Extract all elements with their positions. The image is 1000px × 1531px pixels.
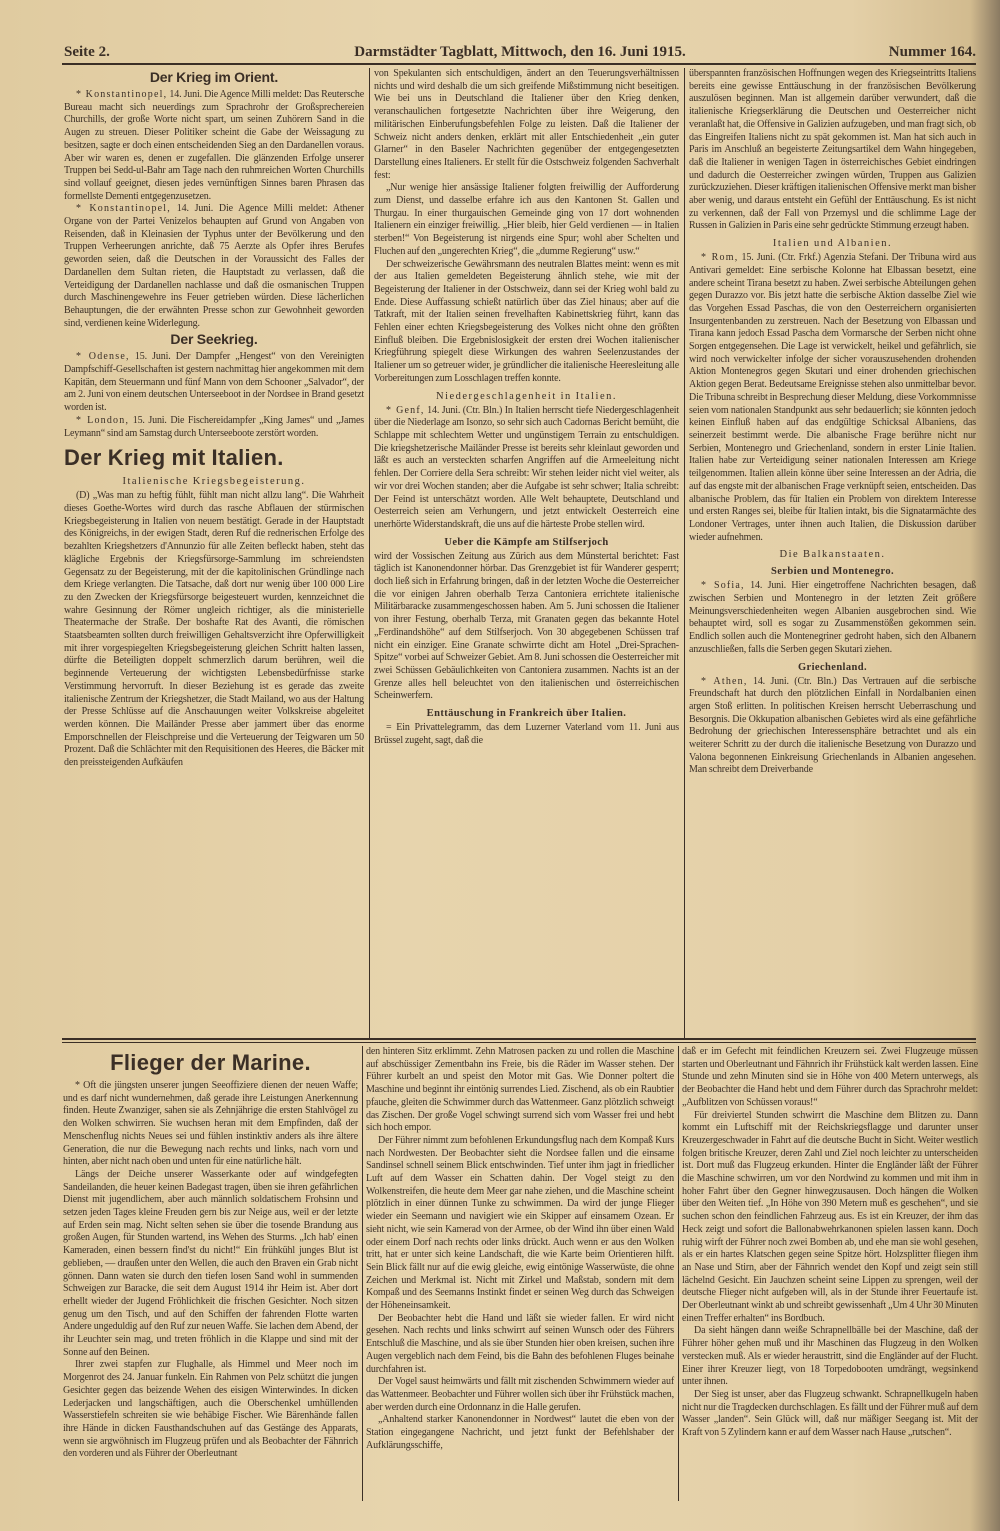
- section-headline: Der Krieg mit Italien.: [64, 445, 284, 471]
- article-paragraph: [689, 68, 976, 233]
- page-number: Seite 2.: [64, 44, 110, 60]
- paragraph-text: von Spekulanten sich entschuldigen, ändert an den Teuerungsverhältnissen nichts und wird deshalb die um sich greifende Mißstimmung nicht beseitigen. Wie bei uns in Deutschland die Italiener über den Krieg denken, veranschaulichen fortgesetzte Nachrichten über ihre Weigerung, den militärischen Einberufungsbefehlen Folge zu leisten. Daß die Italiener der Schweiz nicht anders denken, erklärt mit aller Entschiedenheit „ein guter Glarner“ in den Baseler Nachrichten gegenüber der entgegengesetzten Darstellung eines Italieners. Er stellt für die Ostschweiz folgenden Sachverhalt fest:: [374, 68, 679, 181]
- article-paragraph: [64, 490, 364, 769]
- paragraph-text: 14. Juni. (Ctr. Bln.) Das Vertrauen auf die serbische Freundschaft hat durch den plötzlichen Einfall in Nordalbanien einen argen Stoß erlitten. In politischen Kreisen herrscht Ueberraschung und Besorgnis. Die Okkupation albanischen Gebietes wird als eine gefährliche Bedrohung der griechischen Interessensphäre betrachtet und als ein weiterer Schritt zu der durch die italienische Besetzung von Durazzo und Valona begonnenen Einkreisung Griechenlands in Albanien angesehen. Man schreibt dem Dreiverbande: [689, 675, 977, 776]
- article-subheading: Die Balkanstaaten.: [779, 549, 886, 561]
- article-paragraph: [374, 259, 679, 386]
- paragraph-text: 15. Juni. (Ctr. Frkf.) Agenzia Stefani. Der Tribuna wird aus Antivari gemeldet: Eine serbische Kolonne hat Elbassan besetzt, eine andere scheint Tirana besetzt zu haben. Zwei serbische Abteilungen gehen gegen Durazzo vor. Bis jetzt hatte die serbische Aktion dasselbe Ziel wie das Vorgehen Essad Paschas, die von den Oesterreichern organisierten Insurgentenbanden zu zerstreuen. Nach der Besetzung von Elbassan und Tirana kann jedoch Essad Pascha dem Vormarsche der Serben nicht ohne Sorgen entgegensehen. Die Lage ist verwickelt, heikel und gefährlich, sie wird noch verwickelter infolge der sicher vorauszusehenden drohenden Aktion Montenegros gegen Skutari und einer drohenden griechischen Aktion gegen Berat. Bedeutsame Ereignisse stehen also unmittelbar bevor. Die Tribuna schreibt in Besprechung dieser Meldung, diese Vorkommnisse seien vom nationalen Standpunkt aus sehr bedauerlich; sie könnten jedoch keinen Einfluß haben auf das endgültige Schicksal Albaniens, das seinerzeit bestimmt werde. Die albanische Frage berühre nicht nur Serbien, Montenegro und Griechenland, sondern in erster Linie Italien. Italien habe zur Verteidigung seiner nationalen Interessen am Kriege teilgenommen. Italien allein könne über seine Interessen an der Adria, die auf das engste mit der albanischen Frage verknüpft seien, entscheiden. Das albanische Problem, das für Italien ein Problem von direktem Interesse und ersten Ranges sei, bleibe für Italien intakt, bis die Signatarmächte des Londoner Vertrages, unter ihnen auch Italien, die Diskussion darüber wieder aufnehmen.: [689, 252, 976, 543]
- article-subheading: Italien und Albanien.: [772, 238, 893, 250]
- dateline: * Rom,: [701, 252, 739, 264]
- column-divider: [684, 68, 685, 1038]
- article-paragraph: [63, 1359, 358, 1461]
- masthead: [64, 44, 976, 62]
- top-column-2: [374, 68, 679, 747]
- article-paragraph: [366, 1046, 674, 1135]
- article-paragraph: [689, 252, 976, 544]
- article-subheading: Ueber die Kämpfe am Stilfserjoch: [444, 536, 609, 548]
- paragraph-text: überspannten französischen Hoffnungen wegen des Kriegseintritts Italiens bereits eine gewisse Enttäuschung in der französischen Bevölkerung auszulösen beginnen. Man ist allgemein darüber verwundert, daß die italienische Kriegserklärung die Deutschen und Oesterreicher nicht veranlaßt hat, die Offensive in Galizien aufzugeben, und man fragt sich, ob das Eingreifen Italiens nicht zu spät gekommen ist. Man hat sich auch in Paris im Anschluß an begeisterte Zeitungsartikel dem Wahn hingegeben, daß die Italiener in wenigen Tagen in österreichisches Gebiet eindringen und dadurch die Oesterreicher zwingen würden, Truppen aus Galizien zurückzuziehen. Dieser kräftigen italienischen Offensive merkt man bisher aber wenig, und daraus entsteht ein Gefühl der Enttäuschung. Es ist nicht zu verkennen, daß der Fall von Przemysl und die schlimme Lage der Russen in Galizien in Paris eine sehr gedrückte Stimmung erzeugt haben.: [689, 68, 976, 232]
- paragraph-text: 15. Juni. Die Fischereidampfer „King James“ und „James Leymann“ sind am Samstag durch Unterseeboote zerstört worden.: [64, 414, 364, 439]
- paragraph-text: 14. Juni. Die Agence Milli meldet: Athener Organe von der Partei Venizelos behaupten auf Grund von Angaben von Reisenden, daß in Kleinasien der Typhus unter der Bevölkerung und den Truppen Verheerungen anrichte, daß 75 Aerzte als Opfer ihres Berufes geworden seien, daß die Deutschen in der Voraussicht des Falles der Dardanellen dem Sultan rieten, die Hauptstadt zu verlassen, daß die Verteidigung der Dardanellen nachlasse und daß die osmanischen Truppen durch Maschinengewehre ins Feuer getrieben würden. Diese lächerlichen Behauptungen, die der erwähnten Presse schon zur Gewohnheit geworden sind, verdienen keine Widerlegung.: [64, 203, 364, 329]
- article-paragraph: [374, 551, 679, 703]
- dateline: * Genf,: [386, 404, 425, 416]
- article-paragraph: [63, 1169, 358, 1360]
- paragraph-text: 14. Juni. (Ctr. Bln.) In Italien herrscht tiefe Niedergeschlagenheit über die Niederlage am Isonzo, so sehr sich auch Cadornas Bericht bemüht, die Schlappe mit schlechtem Wetter und ungünstigem Terrain zu entschuldigen. Die kriegshetzerische Mailänder Presse ist bereits sehr kleinlaut geworden und läßt es auch an versteckten scharfen Angriffen auf die Armeeleitung nicht fehlen. Der Corriere della Sera schreibt: Wir stehen leider nicht viel weiter, als wir vor drei Wochen standen; aber die Aufgabe ist sehr schwer; Italia schreibt: Der Feind ist unterschätzt worden. Alle Welt behauptete, Deutschland und Oesterreich seien am Verhungern, und jetzt entwickelt Oesterreich eine unerhörte Widerstandskraft, die uns auf die härteste Probe stellen wird.: [374, 404, 679, 530]
- section-headline: Flieger der Marine.: [110, 1050, 311, 1075]
- top-column-1: [64, 68, 364, 770]
- article-subheading: Italienische Kriegsbegeisterung.: [122, 476, 306, 488]
- paragraph-text: „Anhaltend starker Kanonendonner in Nordwest“ lautet die eben von der Station eingegangene Nachricht, und jetzt funkt der Befehlshaber der Aufklärungsschiffe,: [366, 1414, 674, 1451]
- article-paragraph: [682, 1046, 978, 1110]
- paragraph-text: 14. Juni. Hier eingetroffene Nachrichten besagen, daß zwischen Serbien und Montenegro in der letzten Zeit größere Meinungsverschiedenheiten wegen Albanien ausgebrochen sind. Wie behauptet wird, soll es sogar zu Zusammenstößen gekommen sein. Endlich sollen auch die Montenegriner gedroht haben, sich den Albanern anzuschließen, falls die Serben gegen Skutari ziehen.: [689, 580, 976, 655]
- paragraph-text: (D) „Was man zu heftig fühlt, fühlt man nicht allzu lang“. Die Wahrheit dieses Goethe-Wortes wird durch das rasche Abflauen der stürmischen Kriegsbegeisterung in Italien von neuem bestätigt. Gerade in der Hauptstadt des Königreichs, in der ewigen Stadt, deren Ruf die rednerischen Erfolge des bezahlten Kriegshetzers d'Annunzio für alle Zeiten befleckt haben, steht das klägliche Ergebnis der Kriegsfürsorge-Sammlung im schreiendsten Gegensatz zu der Begeisterung, mit der die kapitolinischen Gründlinge nach dem Kriege verlangten. Die Tatsache, daß dort nur wenig über 100 000 Lire zu den Zwecken der Kriegsfürsorge beigesteuert wurden, kennzeichnet die wahre Gesinnung der Römer ungleich richtiger, als die ministerielle Theatermache der Straße. Der boshafte Rat des Avanti, die römischen Staatsbeamten sollten durch freiwilligen Gehaltsverzicht ihre Opferwilligkeit mit ihrer vorgespiegelten Kriegsbegeisterung gleichen Schritt halten lassen, dürfte die Beteiligten doppelt schmerzlich darum berühren, weil die beginnende Verteuerung der wichtigsten Lebensbedürfnisse starke Verstimmung hervorruft. In dieser Beziehung ist es gerade das zweite italienische Zentrum der Kriegshetzer, die Stadt Mailand, wo aus der Haltung der Presse Schlüsse auf die Anschauungen weiter Volkskreise abgeleitet werden können. Die Mailänder Presse aber jammert über das enorme Emporschnellen der Fleischpreise und die Verteuerung der Teigwaren um 50 Prozent. Daß die Schlächter mit den Requisitionen des Heeres, die Bäcker mit den preissteigenden Aufkäufen: [64, 490, 364, 769]
- article-subheading: Niedergeschlagenheit in Italien.: [435, 390, 618, 402]
- newspaper-title-date: Darmstädter Tagblatt, Mittwoch, den 16. Juni 1915.: [354, 44, 686, 60]
- article-paragraph: [64, 351, 364, 415]
- article-paragraph: [682, 1389, 978, 1440]
- article-paragraph: [366, 1414, 674, 1452]
- dateline: * London,: [76, 414, 130, 426]
- paragraph-text: * Oft die jüngsten unserer jungen Seeoffiziere dienen der neuen Waffe; und es darf nicht wundernehmen, daß gerade ihre Leistungen Anerkennung finden. Heute Zwanziger, sahen sie als Zehnjährige die ersten Stahlvögel zu den Wolken schwirren. Sie wuchsen heran mit dem Empfinden, daß der Menschenflug nichts Neues sei und fühlen instinktiv anders als ihre ältere Generation, die nur die Bewegung nach rechts und links, nach vorn und hinten, aber nicht nach oben und unten für eine natürliche hält.: [63, 1080, 358, 1168]
- article-paragraph: [682, 1325, 978, 1389]
- column-divider: [369, 68, 370, 1038]
- dateline: * Odense,: [76, 351, 130, 363]
- article-subheading: Serbien und Montenegro.: [770, 566, 895, 578]
- paragraph-text: Da sieht hängen dann weiße Schrapnellbälle bei der Maschine, daß der Führer höher gehen muß und ihr Maschinen das Flugzeug in den Wolken verstecken muß. Als er wieder heraustritt, sind die Engländer auf der Flucht. Einer ihrer Kreuzer liegt, von 18 Torpedobooten umdrängt, wegsinkend unter ihnen.: [682, 1325, 978, 1388]
- article-paragraph: [682, 1110, 978, 1326]
- article-paragraph: [366, 1135, 674, 1313]
- article-paragraph: [374, 405, 679, 532]
- bottom-column-1: [63, 1046, 358, 1461]
- article-headline: Der Seekrieg.: [170, 331, 258, 348]
- bottom-column-2: [366, 1046, 674, 1453]
- article-subheading: Griechenland.: [797, 661, 868, 673]
- article-paragraph: [366, 1313, 674, 1377]
- dateline: * Konstantinopel,: [76, 89, 168, 100]
- article-paragraph: [374, 68, 679, 182]
- article-paragraph: [63, 1080, 358, 1169]
- article-paragraph: [374, 722, 679, 747]
- paragraph-text: Der schweizerische Gewährsmann des neutralen Blattes meint: wenn es mit der aus Italien gemeldeten Begeisterung ähnlich stehe, wie mit der Begeisterung der Italiener in der Ostschweiz, dann sei der Krieg wohl bald zu Ende. Diese Auffassung schießt natürlich über das Ziel hinaus; aber auf die Tatkraft, mit der Italien seinen frevelhaften Kabinettskrieg führt, kann das Fehlen einer echten Kriegsbegeisterung des Volkes nicht ohne den größten Einfluß bleiben. Die Ergebnislosigkeit der ersten drei Wochen italienischer Kriegführung spiegelt diese Wirkungen des wahren Seelenzustandes der Italiener um so getreuer wider, je gründlicher die italienische Heeresleitung alle Vorbereitungen zum Losschlagen treffen konnte.: [374, 258, 679, 384]
- paragraph-text: daß er im Gefecht mit feindlichen Kreuzern sei. Zwei Flugzeuge müssen starten und Oberleutnant und Fähnrich ihr Frühstück kalt werden lassen. Eine Stunde und zehn Minuten sind sie in Höhe von 400 Metern unterwegs, als der Beobachter die Hand hebt und dem Führer durch das Sprachrohr meldet: „Aufblitzen von Schüssen voraus!“: [682, 1046, 978, 1108]
- bottom-column-3: [682, 1046, 978, 1440]
- paragraph-text: Ihrer zwei stapfen zur Flughalle, als Himmel und Meer noch im Morgenrot des 24. Januar funkeln. Ein Rahmen von Pelz schützt die jungen Gesichter gegen das beizende Wehen des eisigen Winterwindes. In dicken Lederjacken und langschäftigen, auch die Oberschenkel umhüllenden Wasserstiefeln schreiten sie wie behäbige Fischer. Wie Bärenhände fallen ihre Hände in dicken Fausthandschuhen auf das Gestänge des Apparats, wenn sie argwöhnisch im Flugzeug prüfen und als Beobachter der Fähnrich den vorderen und als Führer der Oberleutnant: [63, 1359, 358, 1460]
- paragraph-text: „Nur wenige hier ansässige Italiener folgten freiwillig der Aufforderung zum Dienst, und dasselbe erfahre ich aus den Kantonen St. Gallen und Thurgau. In einer thurgauischen Gemeinde ging von 17 dort wohnenden Italienern ein einziger freiwillig. „Hier bleib, hier Geld verdienen — in Italien sterben!“ Von Begeisterung ist nirgends eine Spur; wohl aber Schelten und Fluchen auf den „ungerechten Krieg“, die „dumme Regierung“ usw.“: [374, 182, 679, 257]
- top-column-3: [689, 68, 976, 777]
- column-divider: [678, 1046, 679, 1501]
- issue-number: Nummer 164.: [888, 44, 976, 60]
- article-headline: Der Krieg im Orient.: [149, 69, 279, 85]
- paragraph-text: 15. Juni. Der Dampfer „Hengest“ von den Vereinigten Dampfschiff-Gesellschaften ist gestern nachmittag hier angekommen mit dem Kapitän, dem Steuermann und fünf Mann von dem Schooner „Salvador“, der am 2. Juni von einem deutschen Unterseeboot in der Nordsee in Brand gesetzt worden ist.: [64, 351, 364, 414]
- paragraph-text: Der Führer nimmt zum befohlenen Erkundungsflug nach dem Kompaß Kurs nach Nordwesten. Der Beobachter sieht die Nordsee fallen und die einsame Sandinsel schnell seinem Blick entschwinden. Tief unter ihm jagt in friedlicher Luft auf dem Wasser ein Schatten dahin. Der Vogel steigt zu den Wolkenstreifen, die heute dem Meer gar nahe ziehen, und die Maschine scheint plötzlich in einer dünnen Tunke zu schwimmen. Da wird der junge Flieger wieder ein Seemann und navigiert wie ein Skipper auf einsamem Ozean. Er sieht nicht, wie sein Kamerad von der Armee, ob der Wind ihn über einen Wald oder einem Dorf nach rechts oder links drückt. Auch wenn er aus den Wolken tritt, hat er unter sich keine Landschaft, die wie Karte beim Orientieren hilft. Sein Blick fällt nur auf die ewig gleiche, ewig eintönige Wasserwüste, die ohne Zeichen und Merkmal ist. Nicht mit Zirkel und Maßstab, sondern mit dem Kompaß und des Seemanns Instinkt findet er seinen Weg durch das Schweigen der Höheneinsamkeit.: [366, 1134, 674, 1312]
- dateline: * Athen,: [701, 675, 748, 687]
- paragraph-text: Für dreiviertel Stunden schwirrt die Maschine dem Blitzen zu. Dann kommt ein Luftschiff mit der Reichskriegsflagge und darunter unser Kreuzergeschwader in Fahrt auf die deutsche Bucht in Sicht. Weiter westlich folgen britische Kreuzer, deren Zahl und Ziel noch leichter zu unterscheiden ist. Dort muß das Flugzeug erkunden. Hinter die Engländer läßt der Führer die Maschine schwirren, um vor den Nordwind zu kommen und mit ihm in hoher Fahrt über den Gegner hinwegzusausen. Doch hängen die Wolken über den Weiten tief. „In Höhe von 390 Metern muß es geschehen“, und sie suchen schon den feindlichen Fahrzeug aus. Es ist ein Kreuzer, der ihm das Heck zeigt und sofort die Ballonabwehrkanonen spielen lassen kann. Doch ruhig wirft der Führer noch zwei Bomben ab, und ehe man sie wohl gesehen, als er ein hartes Klatschen gegen seine Spitze hört. Holzsplitter fliegen ihm an Nase und Stirn, aber der Fähnrich wendet den Kopf und zeigt sein still lächelnd Gesicht. Ein Jauchzen scheint seine Lippen zu sprengen, weil der deutsche Flieger nicht aufgeben will, als in der Stunde ihrer Feuertaufe ist. Der Oberleutnant winkt ab und schreibt gewissenhaft „Um 4 Uhr 30 Minuten einen Treffer erhalten“ ins Bordbuch.: [682, 1109, 978, 1324]
- section-rule: [62, 1042, 976, 1043]
- paragraph-text: wird der Vossischen Zeitung aus Zürich aus dem Münstertal berichtet: Fast täglich ist Kanonendonner hörbar. Das Grenzgebiet ist für Wanderer gesperrt; doch ließ sich in Erfahrung bringen, daß in der letzten Woche die Oesterreicher die vor einigen Jahren oberhalb Terza Cantoniera errichtete italienische Militärbaracke zusammengeschossen haben. Am 5. Juni schossen die Italiener von ihrer Festung, oberhalb Terza, mit Granaten gegen das bekannte Hotel „Ferdinandshöhe“ auf dem Stilfserjoch. Von 30 abgegebenen Schüssen traf nicht ein einziger. Eine Granate schwirrte dicht am Hotel „Drei-Sprachen-Spitze“ vorbei auf Schweizer Gebiet. Am 8. Juni schossen die Oesterreicher mit zwei Schüssen Gebäulichkeiten von Cantoniera zusammen. Nachts ist an der Grenze alles hell beleuchtet von den italienischen und österreichischen Scheinwerfern.: [374, 550, 679, 702]
- paragraph-text: Der Beobachter hebt die Hand und läßt sie wieder fallen. Er wird nicht gesehen. Nach rechts und links schwirrt auf seinen Wunsch oder des Führers Entschluß die Maschine, und als sie über Stunden hier oben kreisen, suchen ihre Augen vergeblich nach dem Feind, bis die Bahn des befohlenen Fluges beinahe durchfahren ist.: [366, 1312, 674, 1375]
- dateline: * Konstantinopel,: [76, 203, 171, 215]
- paragraph-text: den hinteren Sitz erklimmt. Zehn Matrosen packen zu und rollen die Maschine auf abschüssiger Zementbahn ins Freie, bis die Räder im Wasser stehen. Der Führer kurbelt an und speist den Motor mit Gas. Wie Donner poltert die Maschine und beginnt ihr eintönig surrendes Lied. Zischend, als ob ein Raubtier pfauche, gleiten die Schwimmer durch das Wattenmeer. Ganz plötzlich schweigt das Zischen. Der große Vogel schwingt surrend sich vom Wasser frei und hebt sich hoch empor.: [366, 1046, 674, 1134]
- article-paragraph: [64, 415, 364, 440]
- paragraph-text: = Ein Privattelegramm, das dem Luzerner Vaterland vom 11. Juni aus Brüssel zugeht, sagt, daß die: [374, 722, 679, 746]
- paragraph-text: Längs der Deiche unserer Wasserkante oder auf windgefegten Sandeilanden, die heuer keinen Badegast tragen, üben sie ihren gefährlichen Dienst mit jugendlichem, aber auch männlich soldatischem Frohsinn und setzen jeden Tages kleine Freuden gern bis zur Neige aus, weil er der letzte auf Erden sein mag. Nicht selten sehen sie über die tosende Brandung aus großen Augen, für Stunden wartend, ins Wehen des Sturms. „Ich hab' einen Kameraden, einen bessern find'st du nicht!“ Ein frühkühl junges Blut ist geblieben, — draußen unter den Wellen, die auch den Braven ein Grab nicht gönnen. Dann waten sie durch den tiefen losen Sand wohl in summenden Schweigen zur Baracke, die seit dem August 1914 ihr Heim ist. Aber dort erhellt wieder der Jugend Fröhlichkeit die frischen Gesichter. Noch sitzen genug um den Tisch, und auf den Schiffen der fahrenden Flotte warten Andere ungeduldig auf den Ruf zur neuen Waffe. Sie lachen dem Abend, der ihr Leuchter sein mag, und treten fröhlich in die Klappe und sind mit der Sonne auf den Beinen.: [63, 1168, 358, 1358]
- paragraph-text: Der Sieg ist unser, aber das Flugzeug schwankt. Schrapnellkugeln haben nicht nur die Tragdecken durchschlagen. Es fällt und der Führer muß auf dem Wasser „landen“. Sein Glück will, daß nur mäßiger Seegang ist. Mit der Kraft von 5 Zylindern kann er auf dem Wasser nach Hause „rutschen“.: [682, 1388, 978, 1439]
- article-paragraph: [374, 182, 679, 258]
- article-paragraph: [689, 580, 976, 656]
- article-paragraph: [64, 89, 364, 203]
- dateline: * Sofia,: [701, 580, 745, 592]
- paragraph-text: 14. Juni. Die Agence Milli meldet: Das Reutersche Bureau macht sich neuerdings zum Sprachrohr der Großsprechereien Churchills, der große Worte nicht spart, um seinen Zuhörern Sand in die Augen zu streuen. Dieser Politiker scheint die Gabe der Weissagung zu besitzen, sagte er doch einen entscheidenden Sieg an den Dardanellen voraus. Aber wir waren es, denen er zugefallen. Die glänzenden Erfolge unserer Truppen bei Sedd-ul-Bahr am Tage nach den ruhmreichen Worten Churchills sind vollauf geeignet, diesen jedes vernünftigen Sinnes baren Phrasen das formellste Dementi entgegenzusetzen.: [64, 89, 364, 202]
- section-rule: [62, 1038, 976, 1040]
- article-paragraph: [366, 1376, 674, 1414]
- paragraph-text: Der Vogel saust heimwärts und fällt mit zischenden Schwimmern wieder auf das Wattenmeer. Beobachter und Führer wollen sich über ihr Frühstück machen, aber werden durch eine Ordonnanz in die Halle gerufen.: [366, 1376, 674, 1413]
- article-subheading: Enttäuschung in Frankreich über Italien.: [426, 708, 627, 720]
- column-divider: [362, 1046, 363, 1501]
- masthead-rule: [62, 63, 976, 65]
- article-paragraph: [64, 203, 364, 330]
- article-paragraph: [689, 676, 976, 778]
